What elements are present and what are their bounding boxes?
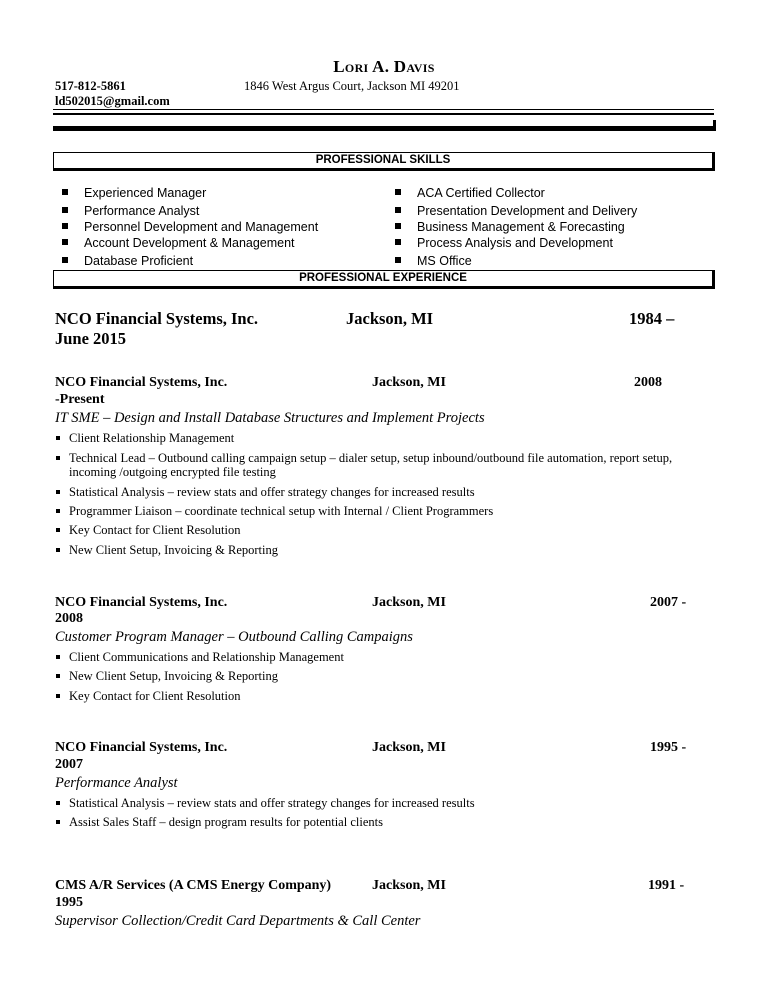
job-bullet: Client Relationship Management [56,431,716,445]
bullet-square-icon [56,509,60,513]
skill-item: Presentation Development and Delivery [417,204,637,218]
bullet-square-icon [56,456,60,460]
job-date-start: 2008 [634,375,662,390]
job-bullet: Client Communications and Relationship Management [56,650,716,664]
job-date-start: 1995 - [650,740,687,755]
job-location: Jackson, MI [372,375,446,390]
bullet-square-icon [62,239,68,245]
job-date-end: 1995 [55,895,83,910]
bullet-square-icon [56,674,60,678]
job-bullet: Assist Sales Staff – design program results for potential clients [56,815,716,829]
bullet-square-icon [395,239,401,245]
job-bullet: Statistical Analysis – review stats and offer strategy changes for increased results [56,485,716,499]
job-title: IT SME – Design and Install Database Structures and Implement Projects [55,410,485,426]
job-bullet: Programmer Liaison – coordinate technical setup with Internal / Client Programmers [56,504,716,518]
overall-location: Jackson, MI [346,309,434,328]
skill-item: MS Office [417,254,472,268]
bullet-square-icon [56,820,60,824]
job-date-start: 1991 - [648,878,685,893]
address: 1846 West Argus Court, Jackson MI 49201 [244,79,460,93]
header-divider-thin [53,109,714,110]
phone-number: 517-812-5861 [55,79,126,93]
header-divider-heavy [53,126,716,131]
bullet-square-icon [62,223,68,229]
job-date-start: 2007 - [650,595,687,610]
bullet-square-icon [56,548,60,552]
job-title: Performance Analyst [55,775,178,791]
job-date-end: 2007 [55,757,83,772]
job-bullet: New Client Setup, Invoicing & Reporting [56,669,716,683]
resume-name: Lori A. Davis [333,57,435,76]
job-bullet: Technical Lead – Outbound calling campaign setup – dialer setup, setup inbound/outbound file automation, report setup, incoming /outgoing encrypted file testing [56,451,716,479]
experience-heading: PROFESSIONAL EXPERIENCE [299,272,467,284]
job-date-end: -Present [55,392,105,407]
skill-item: Process Analysis and Development [417,236,613,250]
overall-date-end: June 2015 [55,329,127,348]
bullet-square-icon [62,207,68,213]
email-address: ld502015@gmail.com [55,94,170,108]
bullet-square-icon [62,189,68,195]
job-bullet: Key Contact for Client Resolution [56,689,716,703]
bullet-square-icon [395,207,401,213]
job-company: NCO Financial Systems, Inc. [55,595,228,610]
skill-item: ACA Certified Collector [417,186,545,200]
header-divider [53,113,714,115]
job-title: Customer Program Manager – Outbound Calling Campaigns [55,629,413,645]
experience-heading-bar [53,270,715,289]
bullet-square-icon [56,490,60,494]
job-location: Jackson, MI [372,878,446,893]
header-divider-edge [713,120,716,130]
skill-item: Personnel Development and Management [84,220,318,234]
skill-item: Performance Analyst [84,204,199,218]
overall-date-start: 1984 – [629,309,675,328]
job-title: Supervisor Collection/Credit Card Departments & Call Center [55,913,421,929]
skill-item: Database Proficient [84,254,193,268]
skill-item: Account Development & Management [84,236,295,250]
job-location: Jackson, MI [372,740,446,755]
overall-company: NCO Financial Systems, Inc. [55,309,259,328]
bullet-square-icon [395,189,401,195]
bullet-square-icon [395,257,401,263]
bullet-square-icon [56,694,60,698]
skill-item: Experienced Manager [84,186,206,200]
skills-heading: PROFESSIONAL SKILLS [315,154,451,166]
bullet-square-icon [56,801,60,805]
bullet-square-icon [62,257,68,263]
job-bullet: Statistical Analysis – review stats and offer strategy changes for increased results [56,796,716,810]
job-company: NCO Financial Systems, Inc. [55,740,228,755]
job-location: Jackson, MI [372,595,446,610]
bullet-square-icon [395,223,401,229]
bullet-square-icon [56,528,60,532]
skill-item: Business Management & Forecasting [417,220,625,234]
job-bullet: New Client Setup, Invoicing & Reporting [56,543,716,557]
job-bullet: Key Contact for Client Resolution [56,523,716,537]
bullet-square-icon [56,655,60,659]
job-company: CMS A/R Services (A CMS Energy Company) [55,878,332,893]
job-date-end: 2008 [55,611,83,626]
job-company: NCO Financial Systems, Inc. [55,375,228,390]
skills-heading-bar [53,152,715,171]
bullet-square-icon [56,436,60,440]
